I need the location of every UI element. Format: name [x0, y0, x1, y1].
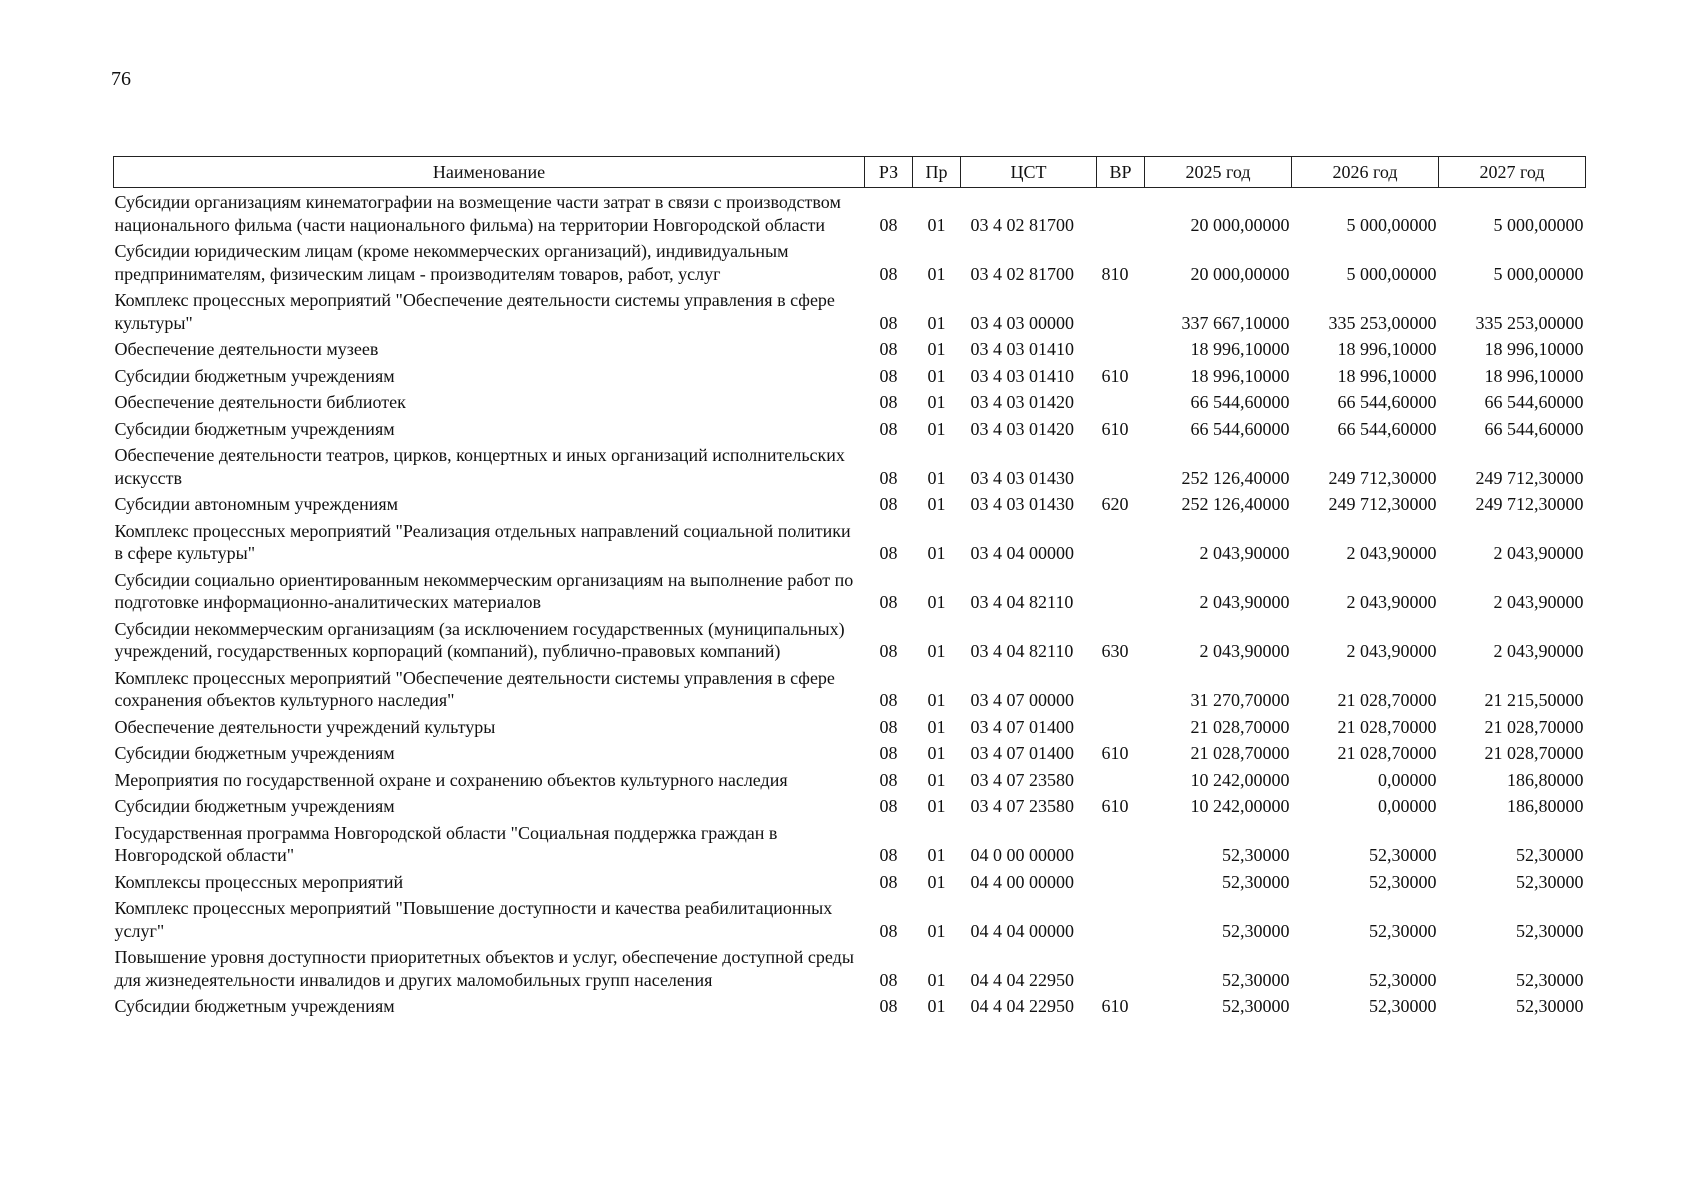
- row-pr: 01: [927, 467, 946, 488]
- table-row: [114, 713, 1586, 740]
- table-row: [114, 739, 1586, 766]
- row-rz: 08: [879, 769, 898, 790]
- row-rz: 08: [879, 592, 898, 612]
- row-name: Субсидии бюджетным учреждениям: [114, 365, 395, 386]
- row-cst: 03 4 04 82110: [970, 592, 1074, 612]
- row-2025: 52,30000: [1222, 845, 1290, 865]
- row-pr: 01: [927, 769, 946, 790]
- row-2026: 52,30000: [1369, 996, 1437, 1016]
- row-name: Комплекс процессных мероприятий "Обеспечение деятельности системы управления в сфере сохранения объектов культурного наследия": [114, 667, 835, 710]
- row-rz: 08: [879, 641, 898, 661]
- row-cst: 03 4 07 23580: [970, 796, 1074, 816]
- row-2027: 186,80000: [1507, 769, 1584, 790]
- row-2027: 52,30000: [1516, 871, 1584, 892]
- row-pr: 01: [927, 592, 946, 612]
- row-2027: 2 043,90000: [1493, 592, 1584, 612]
- row-2027: 335 253,00000: [1475, 312, 1584, 333]
- row-pr: 01: [927, 494, 946, 514]
- page-number: 76: [111, 68, 131, 90]
- table-row: [114, 490, 1586, 517]
- table-row: [114, 286, 1586, 335]
- row-2026: 66 544,60000: [1337, 392, 1437, 412]
- row-rz: 08: [879, 969, 898, 990]
- table-row: [114, 517, 1586, 566]
- row-2025: 10 242,00000: [1190, 796, 1290, 816]
- row-cst: 04 4 00 00000: [970, 871, 1074, 892]
- row-2025: 52,30000: [1222, 920, 1290, 941]
- row-2025: 21 028,70000: [1190, 743, 1290, 763]
- row-vr: [1097, 188, 1145, 238]
- row-name: Субсидии юридическим лицам (кроме некоммерческих организаций), индивидуальным предпринимателям, физическим лицам - производителям товаров, работ, услуг: [114, 241, 789, 284]
- row-vr: [1097, 868, 1145, 895]
- row-2026: 249 712,30000: [1328, 494, 1437, 514]
- table-body: [114, 188, 1586, 1019]
- row-2027: 66 544,60000: [1484, 392, 1584, 412]
- row-vr: 630: [1101, 641, 1129, 661]
- row-2025: 66 544,60000: [1190, 418, 1290, 439]
- row-rz: 08: [879, 214, 898, 235]
- row-name: Обеспечение деятельности учреждений культуры: [114, 716, 496, 737]
- row-2027: 21 028,70000: [1484, 716, 1584, 737]
- row-pr: 01: [927, 920, 946, 941]
- row-vr: [1097, 664, 1145, 713]
- row-cst: 03 4 03 01410: [970, 365, 1074, 386]
- row-pr: 01: [927, 543, 946, 563]
- row-pr: 01: [927, 871, 946, 892]
- row-2025: 2 043,90000: [1199, 543, 1290, 563]
- row-2025: 66 544,60000: [1190, 392, 1290, 412]
- row-cst: 03 4 07 00000: [970, 690, 1074, 710]
- row-name: Обеспечение деятельности театров, цирков, концертных и иных организаций исполнительских искусств: [114, 445, 845, 488]
- row-name: Субсидии автономным учреждениям: [114, 494, 399, 514]
- row-cst: 03 4 03 00000: [970, 312, 1074, 333]
- row-vr: [1097, 566, 1145, 615]
- row-rz: 08: [879, 716, 898, 737]
- row-2027: 52,30000: [1516, 996, 1584, 1016]
- table-row: [114, 188, 1586, 238]
- header-2027: 2027 год: [1439, 157, 1586, 188]
- row-2027: 5 000,00000: [1493, 263, 1584, 284]
- row-cst: 03 4 03 01410: [970, 339, 1074, 359]
- table-header-row: [114, 157, 1586, 188]
- row-2026: 2 043,90000: [1346, 543, 1437, 563]
- row-2026: 335 253,00000: [1328, 312, 1437, 333]
- row-2026: 21 028,70000: [1337, 690, 1437, 710]
- row-pr: 01: [927, 263, 946, 284]
- row-vr: 610: [1101, 365, 1129, 386]
- row-cst: 03 4 04 82110: [970, 641, 1074, 661]
- row-name: Обеспечение деятельности библиотек: [114, 392, 406, 412]
- row-2027: 21 215,50000: [1484, 690, 1584, 710]
- row-2026: 2 043,90000: [1346, 592, 1437, 612]
- row-name: Обеспечение деятельности музеев: [114, 339, 379, 359]
- row-pr: 01: [927, 796, 946, 816]
- row-vr: 610: [1101, 996, 1129, 1016]
- row-2025: 52,30000: [1222, 871, 1290, 892]
- header-rz: РЗ: [865, 157, 913, 188]
- table-row: [114, 868, 1586, 895]
- table-row: [114, 362, 1586, 389]
- row-2025: 52,30000: [1222, 996, 1290, 1016]
- row-cst: 04 4 04 22950: [970, 996, 1074, 1016]
- budget-table: [113, 156, 1586, 1019]
- row-2025: 337 667,10000: [1181, 312, 1290, 333]
- row-rz: 08: [879, 796, 898, 816]
- row-rz: 08: [879, 339, 898, 359]
- row-2027: 186,80000: [1507, 796, 1584, 816]
- row-cst: 04 4 04 22950: [970, 969, 1074, 990]
- row-2027: 18 996,10000: [1484, 365, 1584, 386]
- row-2025: 21 028,70000: [1190, 716, 1290, 737]
- row-vr: 610: [1101, 743, 1129, 763]
- row-2026: 52,30000: [1369, 920, 1437, 941]
- row-cst: 04 0 00 00000: [970, 845, 1074, 865]
- row-vr: [1097, 388, 1145, 415]
- header-name: Наименование: [114, 157, 865, 188]
- row-pr: 01: [927, 392, 946, 412]
- header-2025: 2025 год: [1145, 157, 1292, 188]
- row-rz: 08: [879, 494, 898, 514]
- row-cst: 03 4 03 01430: [970, 467, 1074, 488]
- row-cst: 03 4 07 01400: [970, 716, 1074, 737]
- row-pr: 01: [927, 743, 946, 763]
- row-name: Субсидии организациям кинематографии на возмещение части затрат в связи с производством национального фильма (части национального фильма) на территории Новгородской области: [114, 192, 841, 235]
- row-rz: 08: [879, 467, 898, 488]
- row-2025: 10 242,00000: [1190, 769, 1290, 790]
- row-2026: 21 028,70000: [1337, 743, 1437, 763]
- row-vr: [1097, 819, 1145, 868]
- header-pr: Пр: [913, 157, 961, 188]
- row-2026: 5 000,00000: [1346, 263, 1437, 284]
- row-cst: 03 4 02 81700: [970, 214, 1074, 235]
- row-vr: [1097, 517, 1145, 566]
- table-row: [114, 615, 1586, 664]
- row-vr: [1097, 286, 1145, 335]
- row-pr: 01: [927, 214, 946, 235]
- row-vr: [1097, 441, 1145, 490]
- row-pr: 01: [927, 418, 946, 439]
- row-name: Повышение уровня доступности приоритетных объектов и услуг, обеспечение доступной среды для жизнедеятельности инвалидов и других маломобильных групп населения: [114, 947, 854, 990]
- table-row: [114, 894, 1586, 943]
- row-pr: 01: [927, 641, 946, 661]
- row-pr: 01: [927, 339, 946, 359]
- row-cst: 03 4 07 01400: [970, 743, 1074, 763]
- row-2026: 0,00000: [1378, 796, 1437, 816]
- row-rz: 08: [879, 690, 898, 710]
- row-2026: 52,30000: [1369, 845, 1437, 865]
- row-pr: 01: [927, 996, 946, 1016]
- row-vr: [1097, 335, 1145, 362]
- row-2027: 2 043,90000: [1493, 543, 1584, 563]
- row-2027: 52,30000: [1516, 845, 1584, 865]
- row-rz: 08: [879, 392, 898, 412]
- row-name: Субсидии некоммерческим организациям (за исключением государственных (муниципальных) учреждений, государственных корпораций (компаний), публично-правовых компаний): [114, 618, 845, 661]
- table-row: [114, 766, 1586, 793]
- row-cst: 03 4 03 01430: [970, 494, 1074, 514]
- row-vr: 620: [1101, 494, 1129, 514]
- row-rz: 08: [879, 996, 898, 1016]
- row-rz: 08: [879, 543, 898, 563]
- row-name: Мероприятия по государственной охране и сохранению объектов культурного наследия: [114, 769, 788, 790]
- row-2025: 2 043,90000: [1199, 592, 1290, 612]
- row-2027: 52,30000: [1516, 920, 1584, 941]
- row-name: Субсидии бюджетным учреждениям: [114, 996, 395, 1016]
- row-2026: 249 712,30000: [1328, 467, 1437, 488]
- row-cst: 04 4 04 00000: [970, 920, 1074, 941]
- row-pr: 01: [927, 690, 946, 710]
- table-row: [114, 237, 1586, 286]
- table-row: [114, 819, 1586, 868]
- row-rz: 08: [879, 743, 898, 763]
- header-2026: 2026 год: [1292, 157, 1439, 188]
- row-2025: 18 996,10000: [1190, 365, 1290, 386]
- row-2025: 31 270,70000: [1190, 690, 1290, 710]
- row-name: Субсидии бюджетным учреждениям: [114, 796, 395, 816]
- row-2026: 18 996,10000: [1337, 339, 1437, 359]
- row-vr: [1097, 894, 1145, 943]
- row-2027: 249 712,30000: [1475, 494, 1584, 514]
- row-2027: 21 028,70000: [1484, 743, 1584, 763]
- row-2025: 2 043,90000: [1199, 641, 1290, 661]
- row-vr: 610: [1101, 796, 1129, 816]
- row-name: Комплекс процессных мероприятий "Обеспечение деятельности системы управления в сфере культуры": [114, 290, 835, 333]
- row-rz: 08: [879, 845, 898, 865]
- table-row: [114, 566, 1586, 615]
- row-rz: 08: [879, 263, 898, 284]
- table-row: [114, 792, 1586, 819]
- row-rz: 08: [879, 312, 898, 333]
- table-row: [114, 388, 1586, 415]
- row-2026: 66 544,60000: [1337, 418, 1437, 439]
- row-cst: 03 4 07 23580: [970, 769, 1074, 790]
- row-2027: 2 043,90000: [1493, 641, 1584, 661]
- row-2025: 20 000,00000: [1190, 263, 1290, 284]
- table-row: [114, 335, 1586, 362]
- row-rz: 08: [879, 418, 898, 439]
- row-pr: 01: [927, 845, 946, 865]
- row-pr: 01: [927, 716, 946, 737]
- row-cst: 03 4 04 00000: [970, 543, 1074, 563]
- row-2027: 249 712,30000: [1475, 467, 1584, 488]
- row-vr: 810: [1101, 263, 1129, 284]
- row-name: Комплекс процессных мероприятий "Повышение доступности и качества реабилитационных услуг": [114, 898, 833, 941]
- row-2026: 52,30000: [1369, 871, 1437, 892]
- table-row: [114, 943, 1586, 992]
- row-2026: 2 043,90000: [1346, 641, 1437, 661]
- table-row: [114, 664, 1586, 713]
- row-2027: 18 996,10000: [1484, 339, 1584, 359]
- row-pr: 01: [927, 969, 946, 990]
- row-rz: 08: [879, 871, 898, 892]
- row-2025: 18 996,10000: [1190, 339, 1290, 359]
- row-vr: [1097, 713, 1145, 740]
- row-name: Субсидии бюджетным учреждениям: [114, 418, 395, 439]
- row-cst: 03 4 03 01420: [970, 392, 1074, 412]
- row-2026: 52,30000: [1369, 969, 1437, 990]
- row-name: Комплексы процессных мероприятий: [114, 871, 404, 892]
- row-rz: 08: [879, 920, 898, 941]
- row-cst: 03 4 03 01420: [970, 418, 1074, 439]
- row-vr: [1097, 766, 1145, 793]
- row-2027: 52,30000: [1516, 969, 1584, 990]
- table-row: [114, 441, 1586, 490]
- row-name: Субсидии бюджетным учреждениям: [114, 743, 395, 763]
- row-2025: 52,30000: [1222, 969, 1290, 990]
- table-row: [114, 992, 1586, 1019]
- row-vr: 610: [1101, 418, 1129, 439]
- row-2026: 21 028,70000: [1337, 716, 1437, 737]
- table-row: [114, 415, 1586, 442]
- row-2026: 5 000,00000: [1346, 214, 1437, 235]
- header-vr: ВР: [1097, 157, 1145, 188]
- row-name: Комплекс процессных мероприятий "Реализация отдельных направлений социальной политики в сфере культуры": [114, 520, 851, 563]
- row-2025: 252 126,40000: [1181, 494, 1290, 514]
- row-pr: 01: [927, 312, 946, 333]
- row-2025: 252 126,40000: [1181, 467, 1290, 488]
- row-cst: 03 4 02 81700: [970, 263, 1074, 284]
- row-name: Субсидии социально ориентированным некоммерческим организациям на выполнение работ по подготовке информационно-аналитических материалов: [114, 569, 854, 612]
- row-2026: 18 996,10000: [1337, 365, 1437, 386]
- row-2025: 20 000,00000: [1190, 214, 1290, 235]
- row-2026: 0,00000: [1378, 769, 1437, 790]
- row-rz: 08: [879, 365, 898, 386]
- row-vr: [1097, 943, 1145, 992]
- row-name: Государственная программа Новгородской области "Социальная поддержка граждан в Новгородской области": [114, 822, 778, 865]
- header-cst: ЦСТ: [961, 157, 1097, 188]
- row-2027: 66 544,60000: [1484, 418, 1584, 439]
- row-2027: 5 000,00000: [1493, 214, 1584, 235]
- row-pr: 01: [927, 365, 946, 386]
